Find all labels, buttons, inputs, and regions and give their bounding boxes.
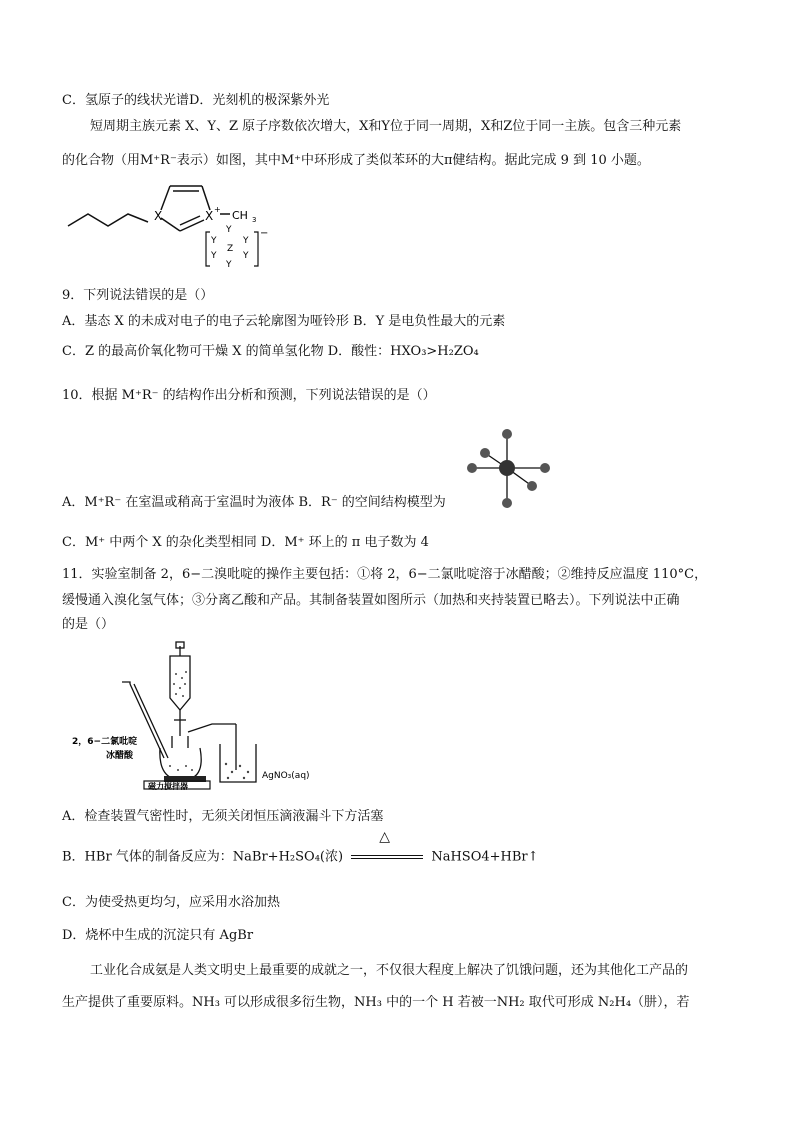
heat-symbol: △ <box>379 829 390 845</box>
methyl-group: CH <box>232 209 248 222</box>
question-11-line3: 的是（） <box>62 617 115 632</box>
question-11-line2: 缓慢通入溴化氢气体；③分离乙酸和产品。其制备装置如图所示（加热和夹持装置已略去）。下列说法中正确 <box>62 593 680 608</box>
option-b-reactants: B．HBr 气体的制备反应为：NaBr+H₂SO₄(浓) <box>62 849 344 865</box>
question-10-options-cd: C．M⁺ 中两个 X 的杂化类型相同 D．M⁺ 环上的 π 电子数为 4 <box>62 535 429 550</box>
question-10-options-ab: A．M⁺R⁻ 在室温或稍高于室温时为液体 B．R⁻ 的空间结构模型为 <box>62 495 446 510</box>
question-9: 9．下列说法错误的是（） <box>62 288 214 303</box>
anion-y-bottom: Y <box>226 260 232 270</box>
ring-atom-x2: X <box>205 209 214 223</box>
question-11-line1: 11．实验室制备 2，6−二溴吡啶的操作主要包括：①将 2，6−二氯吡啶溶于冰醋酸；②维持反应温度 110°C， <box>62 567 708 582</box>
question-10: 10．根据 M⁺R⁻ 的结构作出分析和预测，下列说法错误的是（） <box>62 388 436 403</box>
option-line-c-prev: C．氢原子的线状光谱D．光刻机的极深紫外光 <box>62 93 330 108</box>
ionic-liquid-structure <box>62 170 282 275</box>
anion-y-right-up: Y <box>243 236 249 246</box>
question-9-options-ab: A．基态 X 的未成对电子的电子云轮廓图为哑铃形 B．Y 是电负性最大的元素 <box>62 314 506 329</box>
question-11-option-a: A．检查装置气密性时，无须关闭恒压滴液漏斗下方活塞 <box>62 809 384 824</box>
reaction-apparatus <box>72 640 332 790</box>
anion-charge: − <box>260 228 269 239</box>
option-b-products: NaHSO4+HBr↑ <box>431 849 539 865</box>
question-11-option-b <box>62 829 539 867</box>
anion-y-right-down: Y <box>243 251 249 261</box>
flask-label-solvent: 冰醋酸 <box>106 751 134 761</box>
question-11-option-d: D．烧杯中生成的沉淀只有 AgBr <box>62 928 254 943</box>
anion-y-left-up: Y <box>211 236 217 246</box>
passage-ammonia-line1: 工业化合成氨是人类文明史上最重要的成就之一，不仅很大程度上解决了饥饿问题，还为其他化工产品的 <box>90 963 689 978</box>
methyl-subscript: 3 <box>252 216 257 224</box>
beaker-label: AgNO₃(aq) <box>262 771 310 781</box>
anion-y-left-down: Y <box>211 251 217 261</box>
anion-central-z: Z <box>227 244 234 254</box>
passage-intro-line1: 短周期主族元素 X、Y、Z 原子序数依次增大，X和Y位于同一周期，X和Z位于同一主族。包含三种元素 <box>90 119 682 134</box>
octahedral-model <box>460 428 560 513</box>
reaction-arrow <box>347 829 427 866</box>
passage-intro-line2: 的化合物（用M⁺R⁻表示）如图，其中M⁺中环形成了类似苯环的大π健结构。据此完成 9 到 10 小题。 <box>62 153 650 168</box>
question-9-options-cd: C．Z 的最高价氧化物可干燥 X 的简单氢化物 D．酸性：HXO₃>H₂ZO₄ <box>62 344 479 359</box>
stirrer-label: 磁力搅拌器 <box>148 782 188 790</box>
passage-ammonia-line2: 生产提供了重要原料。NH₃ 可以形成很多衍生物，NH₃ 中的一个 H 若被一NH₂ 取代可形成 N₂H₄（肼），若 <box>62 995 690 1010</box>
flask-label-reagent: 2，6−二氯吡啶 <box>72 737 138 747</box>
ring-atom-x1: X <box>154 209 163 223</box>
charge-plus: + <box>214 205 221 214</box>
question-11-option-c: C．为使受热更均匀，应采用水浴加热 <box>62 895 280 910</box>
butyl-chain <box>68 214 148 226</box>
anion-y-top: Y <box>226 225 232 235</box>
